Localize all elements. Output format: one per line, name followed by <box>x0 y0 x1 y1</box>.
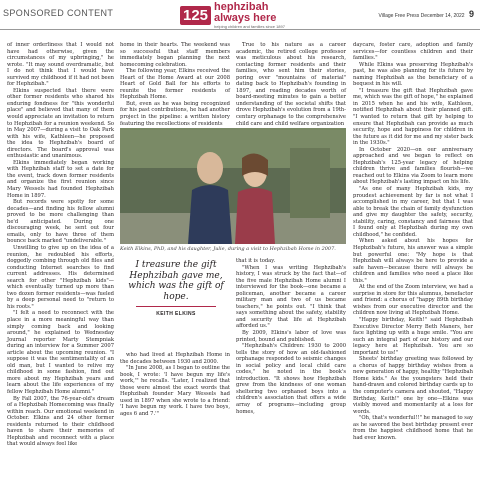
paragraph: "In June 2008, as I began to outline the book, I wrote: 'I have begun my life's work,'" he recalls. "Later, I realized that those were almost the exact words that Hephzibah founder Mary Wessels had used in 1897 when she wrote to a friend: 'I have begun my work. I have two boys, ages 6 and 7.'" <box>120 365 230 417</box>
logo-tagline: helping children and families since 1897 <box>214 23 285 29</box>
paragraph: daycare, foster care, adoption and family services—for countless children and their families." <box>353 42 473 62</box>
photo-illustration <box>120 128 346 244</box>
paragraph: "I felt a need to reconnect with the place in a more meaningful way than simply coming back and looking around," he explained to Wednesday Journal reporter Marty Stempniak during an interview for a Summer 2007 article about the upcoming reunion. "I suppose it was the sentimentality of an old man, but I wanted to relive my childhood in some fashion, find out more about my Hephzibah years and learn about the life experiences of my fellow Hephzibah Home alumni." <box>7 310 114 395</box>
column-1 <box>7 42 114 448</box>
page-header <box>0 0 480 30</box>
masthead <box>379 9 474 19</box>
logo-name: hephzibah always here <box>214 0 277 24</box>
column-2-top <box>120 42 230 127</box>
paragraph: Elkins immediately began working with Hephzibah staff to set a date for the event, track down former residents and organize the first reunion since Mary Wessels had founded Hephzibah Home in 1897. <box>7 159 114 199</box>
paragraph: By 2009, Elkins's labor of love was printed, bound and published. <box>236 330 346 343</box>
photo-caption: Keith Elkins, PhD, and his daughter, Julie, during a visit to Hephzibah Home in 2007. <box>120 246 336 252</box>
paragraph: Unwilling to give up on the idea of a reunion, he redoubled his efforts, doggedly combing through old files and conducting Internet searches to find current addresses. His determined search for other "Hephzibah kids"—which eventually turned up more than two dozen former residents—was fueled by a deep personal need to "return to his roots." <box>7 244 114 310</box>
logo-anniversary-number: 125 <box>180 6 211 25</box>
paragraph: Elkins suspected that there were other former residents who shared his enduring fondness for "this wonderful place" and believed that many of them would appreciate an invitation to return to Hephzibah for a reunion weekend. So in May 2007—during a visit to Oak Park with his wife, Kathleen—he proposed the idea to Hephzibah's board of directors. The board's approval was enthusiastic and unanimous. <box>7 87 114 160</box>
pull-quote <box>122 260 230 317</box>
photo-elkins-and-daughter <box>120 128 346 244</box>
paragraph: At the end of the Zoom interview, we had a surprise in store for this alumnus, benefactor and friend: a chorus of "happy 89th birthday wishes from our executive director and the children now living at Hephzibah Home. <box>353 284 473 317</box>
paragraph: While Elkins was preserving Hephzibah's past, he was also planning for its future by naming Hephzibah as the beneficiary of a bequest in his will. <box>353 61 473 88</box>
paragraph: When asked about his hopes for Hephzibah's future, his answer was a simple but powerful one: "My hope is that Hephzibah will always be here to provide a safe haven—because there will always be children and families who need a place like this." <box>353 238 473 284</box>
pull-quote-rule <box>136 306 216 307</box>
paragraph: By Fall 2007, the 76-year-old's dream of a Hephzibah Homecoming was finally within reach. Our emotional weekend in October. Elkins and 24 other former residents returned to their childhood haven to share their memories of Hephzibah and reconnect with a place that would always feel like <box>7 395 114 448</box>
column-2-bottom <box>120 352 230 417</box>
paragraph: "Oh, that's wonderful!!" he managed to say as he savored the best birthday present ever from the happiest childhood home that he had ever known. <box>353 415 473 441</box>
paragraph: that it is today. <box>236 258 276 264</box>
paragraph: The following year, Elkins received the Heart of the Home Award at our 2008 Heart of Gold Ball for his efforts to reunite the former residents of Hephzibah Home. <box>120 68 230 101</box>
paragraph: home in their hearts. The weekend was so successful that staff members immediately began planning the next homecoming celebration. <box>120 42 230 68</box>
paragraph: of inner orderliness that I would not have had otherwise, given the circumstances of my upbringing," he wrote. "It may sound overdramatic, but I do not think that I would have survived my childhood if it had not been for Hephzibah." <box>7 42 114 88</box>
pull-quote-text: I treasure the gift Hephzibah gave me, which was the gift of hope. <box>128 260 224 302</box>
paragraph: "Happy birthday, Keith!" said Hephzibah Executive Director Merry Beth Maners, her face lighting up with a huge smile. "You are such an integral part of our history and our legacy here at Hephzibah. You are so important to us!" <box>353 316 473 356</box>
paragraph: But, even as he was being recognized for his past contributions, he had another project in the pipeline: a written history featuring the recollections of residents <box>120 100 230 127</box>
paragraph: True to his nature as a career academic, the retired college professor was meticulous about his research, contacting former residents and their families, who sent him their stories, poring over "mountains of material" dating back to Hephzibah's founding in 1897, and reading decades worth of board-meeting minutes to gain a better understanding of the societal shifts that drove Hephzibah's evolution from a 19th-century orphanage to the comprehensive child care and child welfare organization <box>236 42 346 127</box>
paragraph: who had lived at Hephzibah Home in the decades between 1930 and 2000. <box>120 352 230 365</box>
column-3-top <box>236 42 346 127</box>
pull-quote-author: KEITH ELKINS <box>156 311 196 317</box>
paragraph: "When I was writing Hephzibah's history, I was struck by the fact that—of the five male Hephzibah Home alumni I interviewed for the book—one became a policeman, another became a career military man and two of us became teachers," he points out. "I think that says something about the safety, stability and security that life at Hephzibah afforded us." <box>236 264 346 330</box>
column-3-bottom <box>236 258 346 415</box>
hephzibah-logo <box>180 0 300 29</box>
paragraph: In October 2020—on our anniversary approached and we began to reflect on Hephzibah's 125-year legacy of helping children thrive and families flourish—we reached out to Elkins via Zoom to learn more about Hephzibah's lasting impact on his life. <box>353 146 473 186</box>
section-label: SPONSORED CONTENT <box>3 8 114 18</box>
issue-date: December 14, 2022 <box>420 13 465 19</box>
paragraph: But records were spotty for some decades—and finding his fellow alumni proved to be more challenging than he'd anticipated. During one discouraging week, he sent out four emails, only to have three of them bounce back marked "undeliverable." <box>7 199 114 245</box>
paragraph: Sheets' birthday greeting was followed by a chorus of happy birthday wishes from a new generation of happy, healthy "Hephzibah Home kids." As the youngsters held their hand-drawn and colored birthday cards up to the computer's camera and shouted, "Happy Birthday, Keith!" one by one—Elkins was visibly moved and momentarily at a loss for words. <box>353 356 473 415</box>
paragraph: "As one of many Hephzibah kids, my proudest achievement by far is not what I accomplished in my career, but that I was able to break the chain of family dysfunction and give my daughter the safety, security, stability, caring, constancy and fairness that I found only at Hephzibah during my own childhood," he confided. <box>353 186 473 238</box>
paragraph: "I treasure the gift that Hephzibah gave me, which was the gift of hope," he explained in 2015 when he and his wife, Kathleen, notified Hephzibah about their planned gift. "I wanted to return that gift by helping to ensure that Hephzibah can provide as much security, hope and happiness for children in the future as it did for me and my sister back in the 1930s." <box>353 87 473 147</box>
paragraph: "Hephzibah's Children: 1930 to 2000 tells the story of how an old-fashioned orphanage responded to seismic changes in social policy and local child care codes," he noted in the book's introduction. "It shows how Hephzibah grew from the kindness of one woman sheltering two orphaned boys into a children's association that offers a wide array of programs—including group homes, <box>236 343 346 415</box>
publication-name: Village Free Press <box>378 13 420 19</box>
page-number: 9 <box>468 9 474 19</box>
column-4 <box>353 42 473 441</box>
